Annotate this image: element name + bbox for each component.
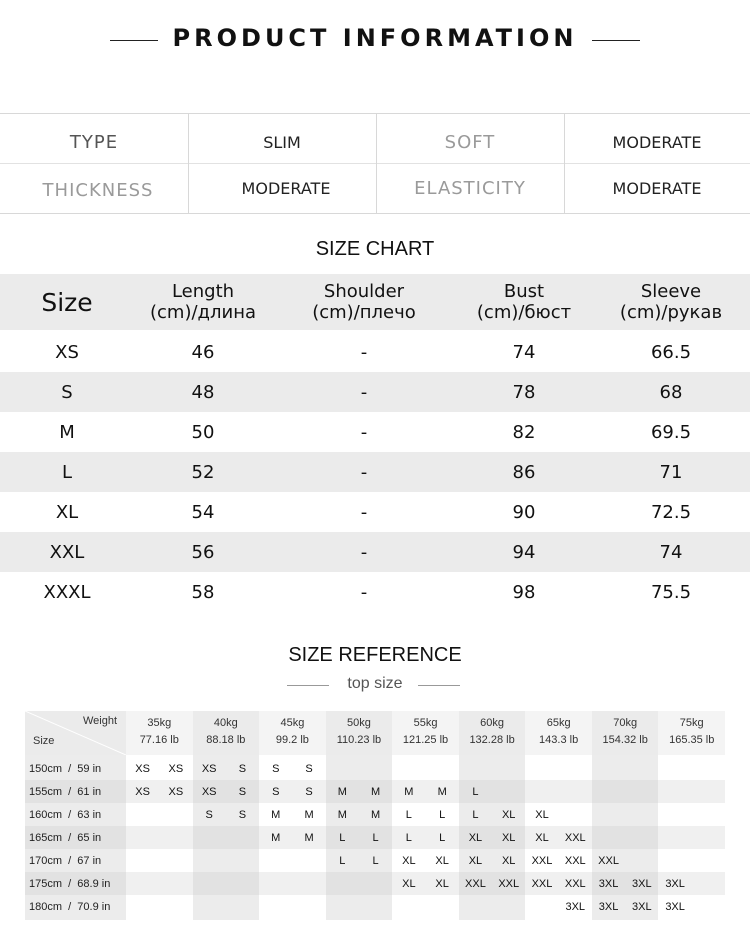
- size-reference-cell: XXL: [564, 854, 586, 867]
- cell-sleeve: 71: [659, 461, 683, 483]
- product-properties-table: [0, 113, 750, 214]
- size-chart-row: [0, 452, 750, 492]
- size-reference-cell: XL: [468, 831, 483, 844]
- size-reference-cell: XXL: [598, 854, 619, 867]
- size-reference-cell: 3XL: [632, 877, 652, 890]
- size-reference-title: SIZE REFERENCE: [288, 644, 462, 666]
- size-reference-cell: M: [271, 831, 281, 844]
- cell-sleeve: 66.5: [650, 341, 692, 363]
- height-label: 175cm / 68.9 in: [29, 877, 111, 890]
- weight-header: [193, 711, 260, 755]
- header-size: Size: [41, 287, 93, 317]
- size-reference-cell: XS: [201, 785, 217, 798]
- property-label-soft: SOFT: [444, 131, 496, 153]
- size-reference-cell: XXL: [564, 831, 586, 844]
- weight-kg: 40kg: [213, 717, 238, 729]
- header-bust: [456, 274, 592, 330]
- weight-kg: 55kg: [413, 717, 438, 729]
- size-reference-cell: M: [404, 785, 414, 798]
- height-label: 160cm / 63 in: [29, 808, 102, 821]
- header-length: [134, 274, 272, 330]
- title-section: [0, 0, 750, 80]
- header-length-line2: (cm)/длина: [150, 302, 256, 323]
- size-reference-cell: XL: [435, 877, 449, 890]
- cell-bust: 98: [512, 581, 536, 603]
- size-reference-cell: XL: [402, 854, 416, 867]
- size-reference-cell: M: [371, 808, 381, 821]
- size-reference-cell: M: [337, 785, 347, 798]
- header-length-line1: Length: [171, 281, 235, 302]
- weight-kg: 35kg: [147, 717, 172, 729]
- size-chart-row: [0, 332, 750, 372]
- size-reference-subtitle: top size: [347, 675, 403, 692]
- size-reference-cell: 3XL: [665, 900, 685, 913]
- weight-kg: 50kg: [347, 717, 371, 729]
- weight-lb: 121.25 lb: [402, 734, 449, 746]
- size-reference-cell: 3XL: [665, 877, 685, 890]
- size-reference-cell: XL: [535, 808, 549, 821]
- cell-shoulder: -: [360, 341, 368, 363]
- size-reference-cell: XL: [501, 808, 516, 821]
- size-reference-cell: L: [439, 831, 446, 844]
- weight-header: [259, 711, 326, 755]
- size-chart-row: [0, 372, 750, 412]
- header-sleeve: [592, 274, 750, 330]
- size-reference-cell: XXL: [564, 877, 586, 890]
- size-reference-cell: XL: [501, 854, 516, 867]
- weight-header: [326, 711, 393, 755]
- weight-kg: 75kg: [679, 717, 704, 729]
- header-shoulder-line2: (cm)/плечо: [312, 302, 416, 323]
- size-chart-title: SIZE CHART: [315, 238, 435, 260]
- size-reference-cell: 3XL: [632, 900, 652, 913]
- size-reference-cell: L: [372, 854, 379, 867]
- size-reference-cell: L: [472, 785, 479, 798]
- size-reference-cell: XS: [135, 762, 150, 775]
- cell-length: 48: [191, 381, 215, 403]
- size-reference-cell: XS: [201, 762, 217, 775]
- cell-shoulder: -: [360, 501, 368, 523]
- size-reference-cell: S: [305, 785, 313, 798]
- weight-header: [459, 711, 526, 755]
- size-reference-table: [25, 711, 725, 920]
- size-reference-cell: XL: [501, 831, 516, 844]
- header-bust-line2: (cm)/бюст: [476, 302, 572, 323]
- cell-size: L: [61, 461, 73, 483]
- size-reference-cell: M: [337, 808, 347, 821]
- size-reference-cell: XXL: [465, 877, 486, 890]
- cell-length: 46: [191, 341, 215, 363]
- cell-sleeve: 68: [659, 381, 683, 403]
- weight-lb: 77.16 lb: [139, 734, 179, 746]
- property-label-elasticity: ELASTICITY: [414, 177, 526, 199]
- header-bust-line1: Bust: [503, 281, 545, 302]
- size-reference-cell: XL: [435, 854, 449, 867]
- property-value-thickness: MODERATE: [241, 178, 331, 198]
- weight-header: [525, 711, 592, 755]
- size-reference-cell: M: [271, 808, 281, 821]
- size-reference-subtitle-wrap: [0, 675, 750, 695]
- cell-shoulder: -: [360, 541, 368, 563]
- size-reference-cell: S: [272, 785, 280, 798]
- weight-lb: 132.28 lb: [469, 734, 515, 746]
- size-reference-cell: XL: [402, 877, 416, 890]
- cell-size: XXL: [49, 541, 85, 563]
- size-reference-cell: XXL: [531, 854, 553, 867]
- header-sleeve-line1: Sleeve: [640, 281, 702, 302]
- height-label: 180cm / 70.9 in: [29, 900, 111, 913]
- cell-shoulder: -: [360, 461, 368, 483]
- cell-size: XL: [55, 501, 79, 523]
- size-reference-cell: S: [238, 762, 247, 775]
- size-reference-cell: 3XL: [598, 877, 619, 890]
- cell-length: 54: [191, 501, 215, 523]
- size-reference-cell: 3XL: [565, 900, 586, 913]
- weight-kg: 65kg: [546, 717, 571, 729]
- cell-size: XXXL: [43, 581, 91, 603]
- size-reference-cell: XS: [168, 785, 184, 798]
- size-reference-cell: L: [339, 854, 346, 867]
- size-reference-cell: XXL: [498, 877, 520, 890]
- cell-sleeve: 72.5: [650, 501, 692, 523]
- title-divider-right: [592, 40, 640, 41]
- cell-sleeve: 74: [659, 541, 683, 563]
- weight-header: [592, 711, 659, 755]
- size-reference-cell: XS: [135, 785, 150, 798]
- cell-size: S: [61, 381, 73, 403]
- size-reference-cell: L: [405, 831, 412, 844]
- header-shoulder: [272, 274, 456, 330]
- weight-lb: 143.3 lb: [539, 734, 579, 746]
- weight-lb: 99.2 lb: [275, 734, 309, 746]
- cell-length: 56: [191, 541, 215, 563]
- size-reference-cell: S: [238, 808, 247, 821]
- cell-shoulder: -: [360, 421, 368, 443]
- cell-sleeve: 75.5: [650, 581, 692, 603]
- size-reference-cell: S: [238, 785, 247, 798]
- height-label: 165cm / 65 in: [29, 831, 102, 844]
- cell-length: 58: [191, 581, 215, 603]
- cell-bust: 74: [512, 341, 536, 363]
- size-reference-cell: L: [472, 808, 479, 821]
- size-reference-cell: M: [371, 785, 381, 798]
- size-reference-cell: M: [304, 808, 314, 821]
- cell-size: XS: [55, 341, 79, 363]
- weight-lb: 154.32 lb: [602, 734, 648, 746]
- weight-kg: 70kg: [613, 717, 638, 729]
- size-chart-header-row: [0, 274, 750, 330]
- size-reference-cell: XS: [168, 762, 184, 775]
- size-reference-cell: S: [205, 808, 213, 821]
- weight-lb: 165.35 lb: [669, 734, 715, 746]
- cell-length: 50: [191, 421, 215, 443]
- height-label: 150cm / 59 in: [29, 762, 102, 775]
- cell-shoulder: -: [360, 581, 368, 603]
- cell-shoulder: -: [360, 381, 368, 403]
- property-value-soft: MODERATE: [612, 132, 702, 152]
- size-reference-cell: XL: [468, 854, 483, 867]
- cell-bust: 86: [512, 461, 536, 483]
- property-value-type: SLIM: [263, 132, 301, 152]
- weight-lb: 88.18 lb: [206, 734, 246, 746]
- cell-length: 52: [191, 461, 215, 483]
- header-sleeve-line2: (cm)/рукав: [619, 302, 723, 323]
- subtitle-divider-right: [418, 685, 460, 686]
- size-reference-cell: L: [339, 831, 346, 844]
- cell-bust: 78: [512, 381, 536, 403]
- cell-bust: 82: [512, 421, 536, 443]
- weight-header: [658, 711, 725, 755]
- height-label: 155cm / 61 in: [29, 785, 102, 798]
- weight-header: [126, 711, 193, 755]
- size-reference-cell: S: [272, 762, 280, 775]
- size-reference-cell: L: [372, 831, 379, 844]
- weight-kg: 60kg: [480, 717, 504, 729]
- cell-size: M: [59, 421, 75, 443]
- weight-kg: 45kg: [280, 717, 305, 729]
- property-label-type: TYPE: [69, 131, 119, 153]
- height-label: 170cm / 67 in: [29, 854, 102, 867]
- page-title: PRODUCT INFORMATION: [172, 24, 578, 52]
- size-reference-cell: M: [304, 831, 314, 844]
- size-reference-cell: XL: [535, 831, 549, 844]
- size-reference-cell: 3XL: [598, 900, 619, 913]
- cell-bust: 90: [512, 501, 536, 523]
- cell-sleeve: 69.5: [650, 421, 692, 443]
- weight-axis-label: Weight: [83, 715, 118, 727]
- size-reference-cell: L: [439, 808, 446, 821]
- header-shoulder-line1: Shoulder: [323, 281, 405, 302]
- size-axis-label: Size: [33, 735, 55, 747]
- property-value-elasticity: MODERATE: [612, 178, 702, 198]
- size-chart-row: [0, 492, 750, 532]
- size-reference-cell: XXL: [531, 877, 553, 890]
- size-chart-row: [0, 532, 750, 572]
- size-chart-row: [0, 572, 750, 612]
- weight-lb: 110.23 lb: [336, 734, 382, 746]
- weight-header: [392, 711, 459, 755]
- size-chart-row: [0, 412, 750, 452]
- size-reference-cell: S: [305, 762, 313, 775]
- property-label-thickness: THICKNESS: [42, 179, 154, 201]
- size-reference-cell: M: [437, 785, 447, 798]
- size-reference-cell: L: [405, 808, 412, 821]
- cell-bust: 94: [512, 541, 536, 563]
